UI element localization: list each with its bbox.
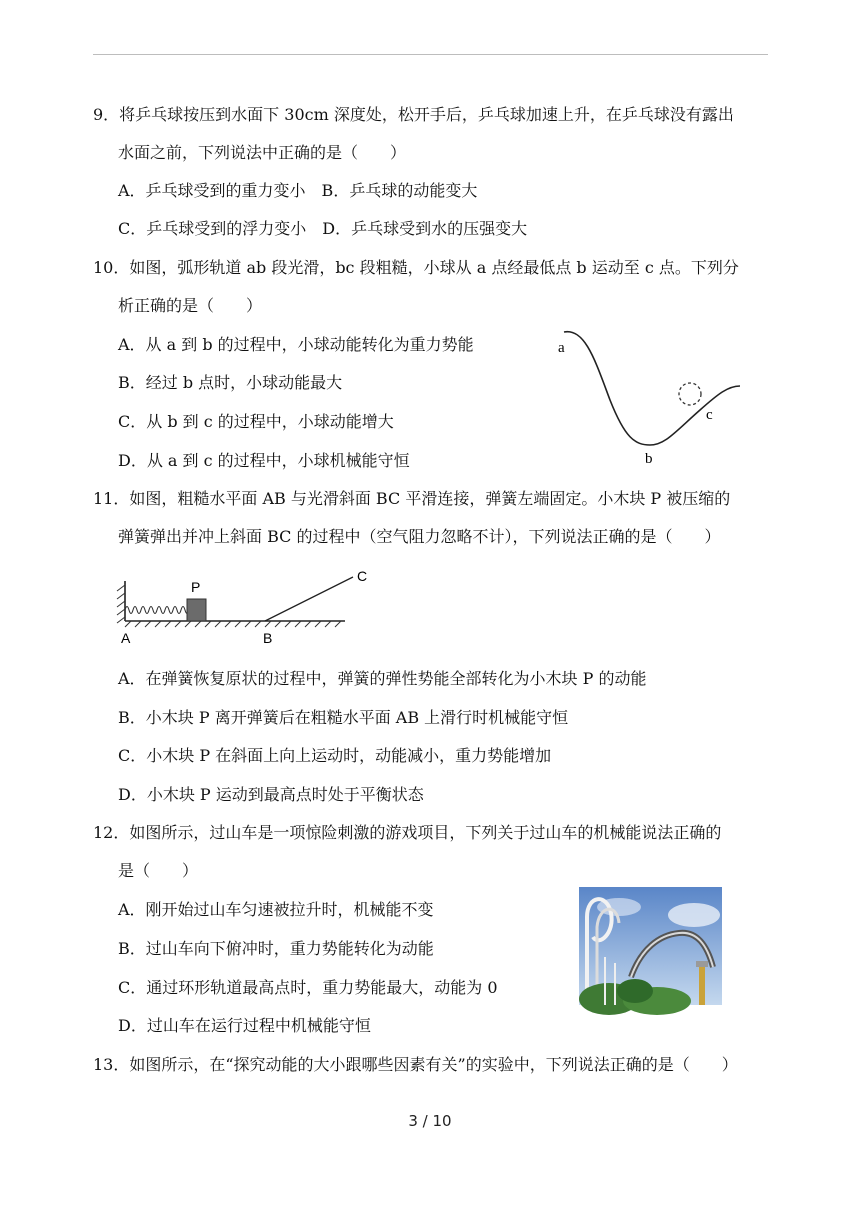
roller-coaster-photo <box>579 887 722 1005</box>
q12-option-d: D．过山车在运行过程中机械能守恒 <box>118 1016 371 1035</box>
page-number: 3 / 10 <box>408 1112 452 1130</box>
label-a: a <box>558 340 565 356</box>
label-b-point: B <box>263 630 273 646</box>
q11-option-a: A．在弹簧恢复原状的过程中，弹簧的弹性势能全部转化为小木块 P 的动能 <box>118 669 647 688</box>
q10-track-figure <box>550 320 750 470</box>
label-c: c <box>706 407 713 423</box>
header-rule <box>93 54 768 55</box>
q9-options-cd: C．乒乓球受到的浮力变小 D．乒乓球受到水的压强变大 <box>118 219 528 238</box>
q9-stem-line2: 水面之前，下列说法中正确的是（ ） <box>118 143 407 162</box>
label-p: P <box>191 579 201 595</box>
slope-bc <box>265 577 353 621</box>
arc-track <box>564 332 740 445</box>
q9-stem-line1: 9．将乒乓球按压到水面下 30cm 深度处，松开手后，乒乓球加速上升，在乒乓球没有露出 <box>93 105 734 124</box>
q12-stem-line2: 是（ ） <box>118 861 199 880</box>
q11-spring-figure <box>115 565 380 650</box>
label-c-point: C <box>357 568 368 584</box>
q12-option-b: B．过山车向下俯冲时，重力势能转化为动能 <box>118 939 434 958</box>
q10-option-b: B．经过 b 点时，小球动能最大 <box>118 373 343 392</box>
q11-stem-line1: 11．如图，粗糙水平面 AB 与光滑斜面 BC 平滑连接，弹簧左端固定。小木块 P 被压缩的 <box>93 489 731 508</box>
label-b: b <box>645 451 653 467</box>
q13-stem-line1: 13．如图所示，在“探究动能的大小跟哪些因素有关”的实验中，下列说法正确的是（ ） <box>93 1055 738 1074</box>
q11-option-b: B．小木块 P 离开弹簧后在粗糙水平面 AB 上滑行时机械能守恒 <box>118 708 569 727</box>
q9-options-ab: A．乒乓球受到的重力变小 B．乒乓球的动能变大 <box>118 181 478 200</box>
q10-option-c: C．从 b 到 c 的过程中，小球动能增大 <box>118 412 394 431</box>
block-p <box>187 599 206 621</box>
q11-option-d: D．小木块 P 运动到最高点时处于平衡状态 <box>118 785 424 804</box>
q12-stem-line1: 12．如图所示，过山车是一项惊险刺激的游戏项目，下列关于过山车的机械能说法正确的 <box>93 823 722 842</box>
q10-stem-line2: 析正确的是（ ） <box>118 296 263 315</box>
q12-option-c: C．通过环形轨道最高点时，重力势能最大，动能为 0 <box>118 978 498 997</box>
q10-option-a: A．从 a 到 b 的过程中，小球动能转化为重力势能 <box>118 335 474 354</box>
q10-stem-line1: 10．如图，弧形轨道 ab 段光滑，bc 段粗糙，小球从 a 点经最低点 b 运动至 c 点。下列分 <box>93 258 739 277</box>
label-a-point: A <box>121 630 131 646</box>
q11-stem-line2: 弹簧弹出并冲上斜面 BC 的过程中（空气阻力忽略不计），下列说法正确的是（ ） <box>118 527 721 546</box>
q10-option-d: D．从 a 到 c 的过程中，小球机械能守恒 <box>118 451 410 470</box>
q12-option-a: A．刚开始过山车匀速被拉升时，机械能不变 <box>118 900 434 919</box>
q11-option-c: C．小木块 P 在斜面上向上运动时，动能减小，重力势能增加 <box>118 746 552 765</box>
ball-at-c <box>679 383 701 405</box>
